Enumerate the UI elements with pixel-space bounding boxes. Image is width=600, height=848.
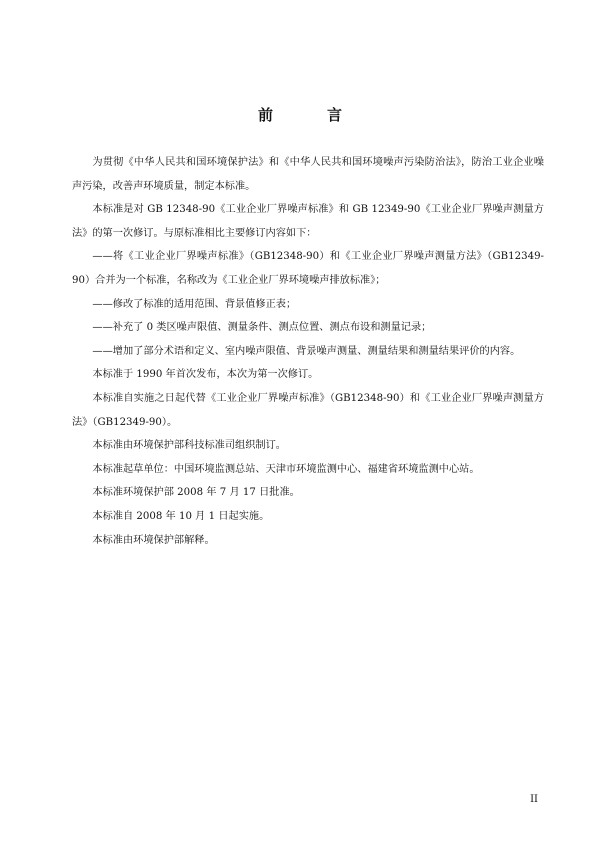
paragraph-first-release: 本标准于 1990 年首次发布，本次为第一次修订。	[92, 369, 319, 381]
list-item-merge: ——将《工业企业厂界噪声标准》（GB12348-90）和《工业企业厂界噪声测量方法》（GB12349-90）合并为一个标准，名称改为《工业企业厂界环境噪声排放标准》；	[72, 251, 544, 286]
paragraph-purpose: 为贯彻《中华人民共和国环境保护法》和《中华人民共和国环境噪声污染防治法》，防治工业企业噪声污染，改善声环境质量，制定本标准。	[72, 157, 544, 192]
paragraph-replacement: 本标准自实施之日起代替《工业企业厂界噪声标准》（GB12348-90）和《工业企业厂界噪声测量方法》（GB12349-90）。	[72, 392, 544, 428]
list-item-additions: ——增加了部分术语和定义、室内噪声限值、背景噪声测量、测量结果和测量结果评价的内容。	[92, 345, 521, 357]
paragraph-interpretation: 本标准由环境保护部解释。	[92, 534, 215, 546]
list-item-class-zero: ——补充了 0 类区噪声限值、测量条件、测点位置、测点布设和测量记录；	[92, 322, 432, 334]
page-number: II	[530, 794, 538, 805]
paragraph-approval: 本标准环境保护部 2008 年 7 月 17 日批准。	[92, 487, 300, 499]
paragraph-drafters: 本标准起草单位：中国环境监测总站、天津市环境监测中心、福建省环境监测中心站。	[92, 463, 480, 475]
page-title: 前 言	[257, 106, 362, 124]
paragraph-organizer: 本标准由环境保护部科技标准司组织制订。	[92, 440, 286, 452]
paragraph-revision-intro: 本标准是对 GB 12348-90《工业企业厂界噪声标准》和 GB 12349-90《工业企业厂界噪声测量方法》的第一次修订。与原标准相比主要修订内容如下：	[72, 204, 544, 239]
preface-body	[72, 151, 544, 552]
list-item-scope: ——修改了标准的适用范围、背景值修正表；	[92, 298, 297, 310]
paragraph-effective-date: 本标准自 2008 年 10 月 1 日起实施。	[92, 510, 270, 522]
